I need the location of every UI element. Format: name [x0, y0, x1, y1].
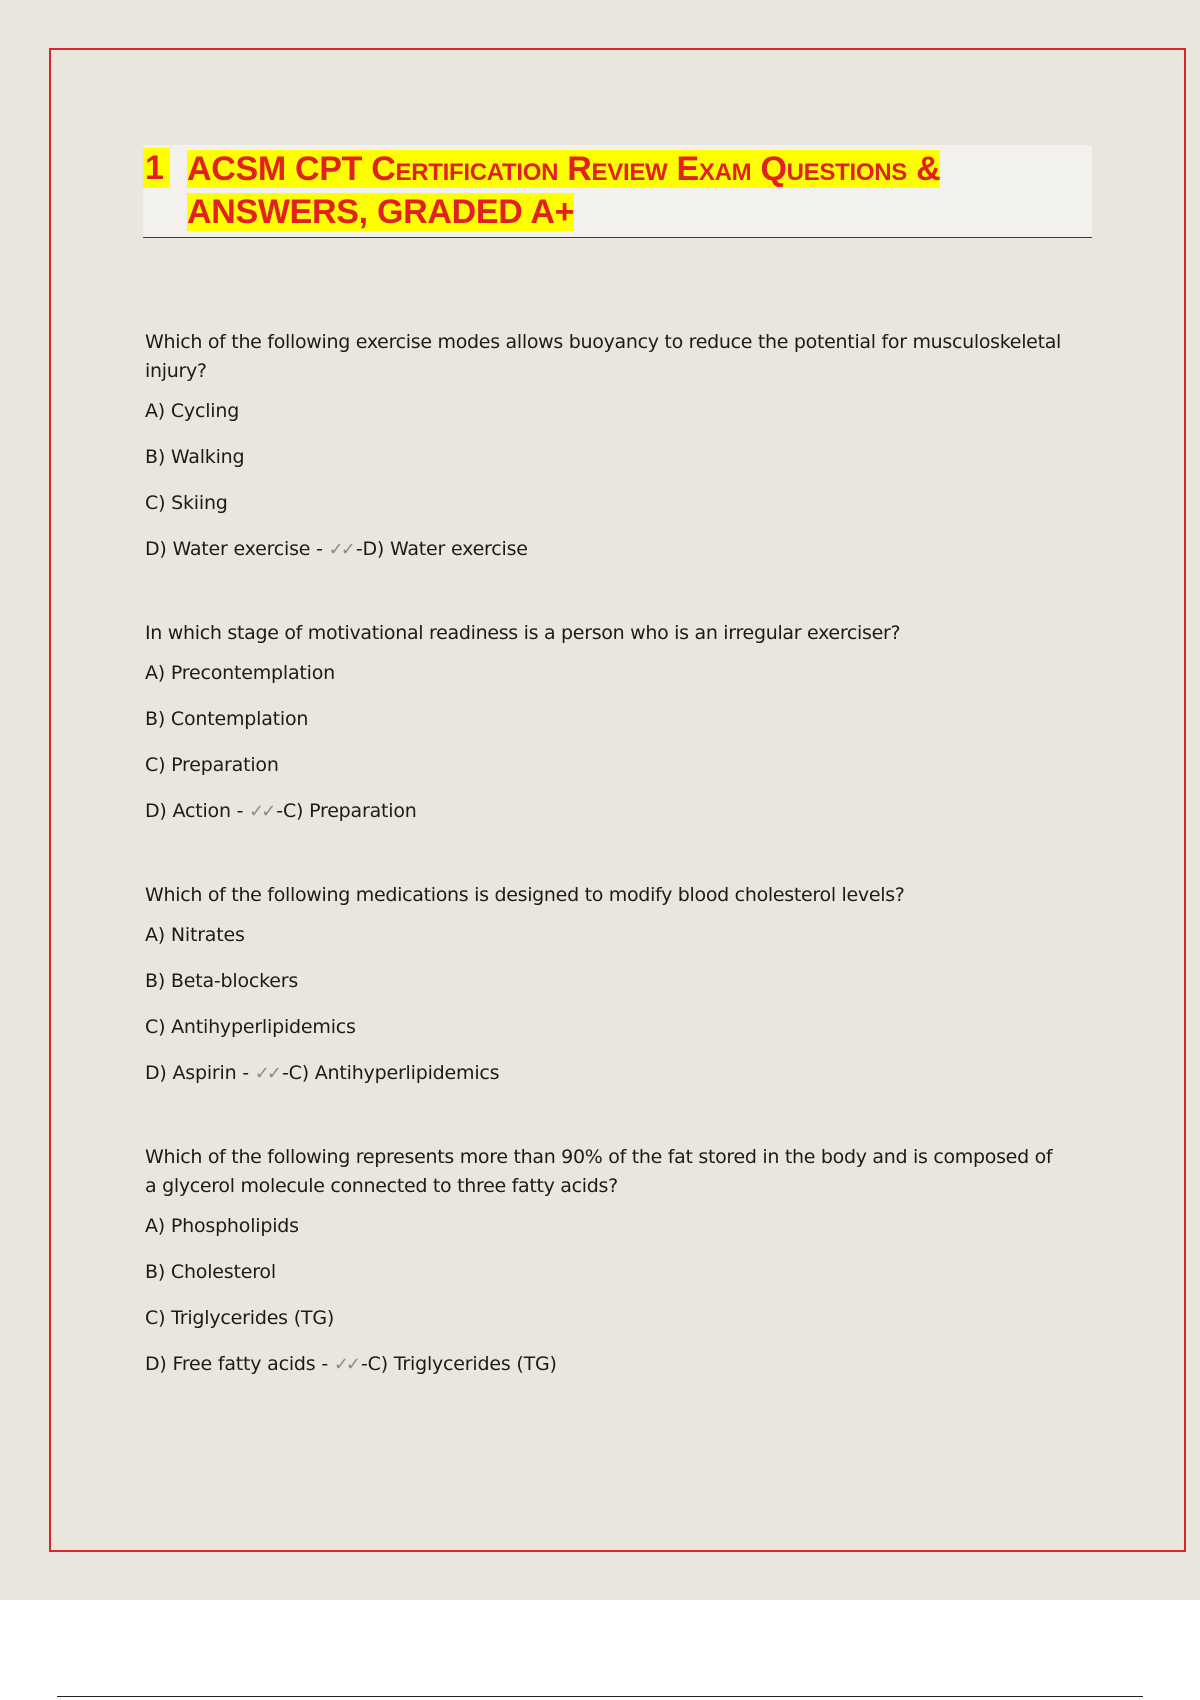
option-text: A) Cycling [145, 400, 240, 422]
correct-answer-text: -C) Triglycerides (TG) [361, 1353, 557, 1375]
double-check-icon: ✓✓ [328, 539, 353, 560]
option-text: B) Cholesterol [145, 1261, 276, 1283]
double-check-icon: ✓✓ [254, 1063, 279, 1084]
option-text: A) Phospholipids [145, 1215, 299, 1237]
heading-title [187, 148, 1087, 234]
double-check-icon: ✓✓ [249, 801, 274, 822]
option-text: C) Antihyperlipidemics [145, 1016, 356, 1038]
answer-option-with-key [145, 1062, 1065, 1085]
answer-option-with-key [145, 538, 1065, 561]
question-text: In which stage of motivational readiness is a person who is an irregular exerciser? [145, 622, 901, 644]
double-check-icon: ✓✓ [333, 1354, 358, 1375]
question-block [145, 619, 1065, 823]
question-text: Which of the following represents more than 90% of the fat stored in the body and is composed of a glycerol molecule connected to three fatty acids? [145, 1146, 1053, 1197]
option-text: A) Precontemplation [145, 662, 335, 684]
questions-list [145, 328, 1065, 1434]
answer-option [145, 662, 1065, 684]
answer-option [145, 1261, 1065, 1283]
question-block [145, 1143, 1065, 1376]
answer-option [145, 1016, 1065, 1038]
heading-number: 1 [143, 148, 170, 188]
answer-option [145, 754, 1065, 776]
option-text: B) Walking [145, 446, 245, 468]
question-text: Which of the following exercise modes allows buoyancy to reduce the potential for musculoskeletal injury? [145, 331, 1062, 382]
answer-option [145, 924, 1065, 946]
answer-option [145, 446, 1065, 468]
answer-option-with-key [145, 800, 1065, 823]
correct-answer-text: -C) Preparation [276, 800, 417, 822]
option-text: C) Skiing [145, 492, 228, 514]
question-block [145, 881, 1065, 1085]
option-text: D) Action - [145, 800, 250, 822]
question-text: Which of the following medications is designed to modify blood cholesterol levels? [145, 884, 905, 906]
heading-title-text: ACSM CPT Certification Review Exam Questions & ANSWERS, GRADED A+ [187, 150, 941, 231]
answer-option [145, 1307, 1065, 1329]
answer-option-with-key [145, 1353, 1065, 1376]
answer-option [145, 970, 1065, 992]
option-text: B) Beta-blockers [145, 970, 299, 992]
option-text: D) Free fatty acids - [145, 1353, 334, 1375]
option-text: C) Triglycerides (TG) [145, 1307, 335, 1329]
document-heading [143, 145, 1092, 238]
answer-option [145, 1215, 1065, 1237]
option-text: C) Preparation [145, 754, 279, 776]
option-text: A) Nitrates [145, 924, 245, 946]
option-text: D) Water exercise - [145, 538, 329, 560]
answer-option [145, 400, 1065, 422]
question-block [145, 328, 1065, 561]
answer-option [145, 708, 1065, 730]
option-text: B) Contemplation [145, 708, 309, 730]
correct-answer-text: -C) Antihyperlipidemics [281, 1062, 500, 1084]
answer-option [145, 492, 1065, 514]
correct-answer-text: -D) Water exercise [355, 538, 528, 560]
footer-divider [57, 1696, 1143, 1697]
option-text: D) Aspirin - [145, 1062, 255, 1084]
